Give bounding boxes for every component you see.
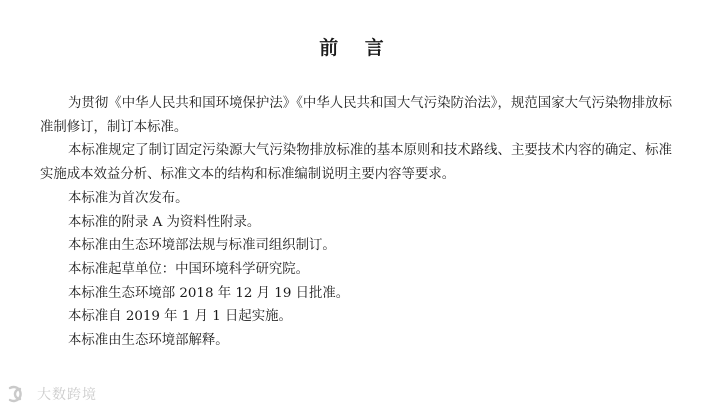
paragraph-purpose: 为贯彻《中华人民共和国环境保护法》《中华人民共和国大气污染防治法》，规范国家大气污染物排放标准制修订，制订本标准。 <box>40 96 672 135</box>
paragraph-organizer: 本标准由生态环境部法规与标准司组织制订。 <box>68 238 336 254</box>
paragraph-interpretation: 本标准由生态环境部解释。 <box>68 333 229 349</box>
watermark-text: 大数跨境 <box>37 387 97 403</box>
paragraph-scope: 本标准规定了制订固定污染源大气污染物排放标准的基本原则和技术路线、主要技术内容的确定、标准实施成本效益分析、标准文本的结构和标准编制说明主要内容等要求。 <box>40 143 672 183</box>
watermark <box>6 384 97 404</box>
paragraph-appendix: 本标准的附录 A 为资料性附录。 <box>68 214 261 230</box>
page-title: 前 言 <box>319 37 394 59</box>
paragraph-first-release: 本标准为首次发布。 <box>68 190 189 206</box>
paragraph-drafter: 本标准起草单位：中国环境科学研究院。 <box>68 261 310 277</box>
watermark-logo-icon <box>6 385 34 403</box>
paragraph-effective-date: 本标准自 2019 年 1 月 1 日起实施。 <box>68 309 292 325</box>
paragraph-approval: 本标准生态环境部 2018 年 12 月 19 日批准。 <box>68 285 350 301</box>
document-body <box>40 92 672 353</box>
